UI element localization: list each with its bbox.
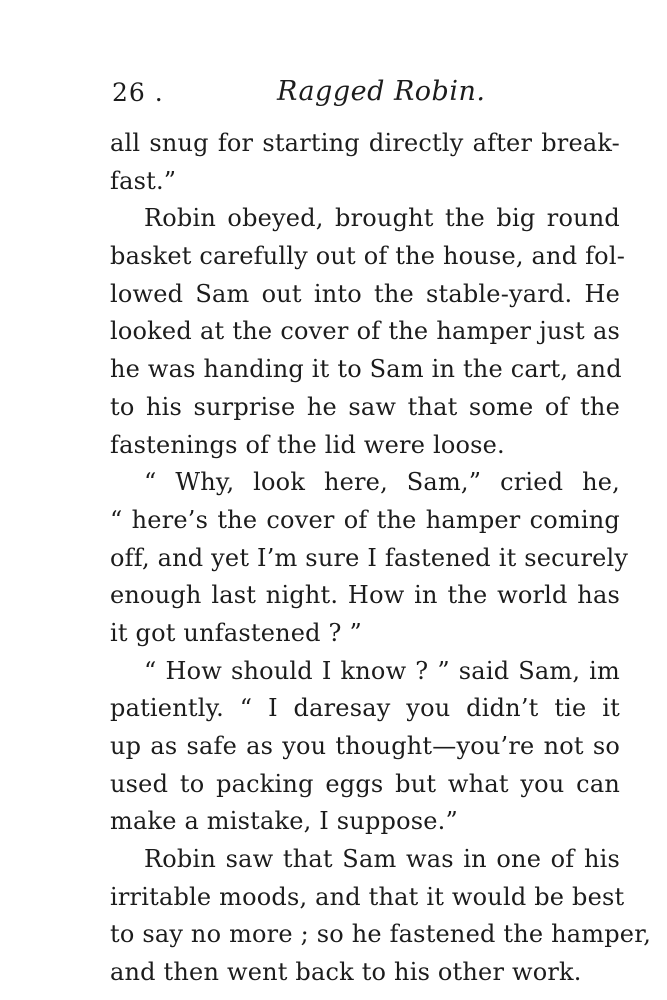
- text-line: patiently. “ I daresay you didn’t tie it: [110, 694, 620, 723]
- text-line: lowed Sam out into the stable-yard. He: [110, 279, 620, 308]
- text-line: looked at the cover of the hamper just as: [110, 317, 620, 346]
- page-header: [112, 70, 612, 114]
- text-line: it got unfastened ? ”: [110, 618, 362, 647]
- text-line: all snug for starting directly after break-: [110, 129, 620, 157]
- text-line: he was handing it to Sam in the cart, and: [110, 355, 622, 384]
- text-line: “ How should I know ? ” said Sam, im: [144, 656, 620, 685]
- running-title: Ragged Robin.: [277, 76, 486, 107]
- text-line: basket carefully out of the house, and fol-: [110, 242, 626, 271]
- text-line: used to packing eggs but what you can: [110, 769, 620, 798]
- text-line: off, and yet I’m sure I fastened it securely: [110, 543, 629, 572]
- text-line: Robin obeyed, brought the big round: [144, 204, 620, 233]
- text-line: “ here’s the cover of the hamper coming: [110, 505, 620, 534]
- text-line: and then went back to his other work.: [110, 958, 582, 987]
- text-line: to his surprise he saw that some of the: [110, 392, 620, 421]
- text-line: make a mistake, I suppose.”: [110, 807, 458, 836]
- body-text: [110, 125, 652, 992]
- text-line: fast.”: [110, 166, 177, 195]
- text-line: to say no more ; so he fastened the hamper,: [110, 920, 652, 949]
- text-line: enough last night. How in the world has: [110, 581, 620, 610]
- page-number: 26 .: [112, 78, 164, 107]
- text-line: “ Why, look here, Sam,” cried he,: [144, 468, 620, 497]
- text-line: Robin saw that Sam was in one of his: [144, 845, 620, 874]
- text-line: fastenings of the lid were loose.: [110, 430, 505, 459]
- text-line: irritable moods, and that it would be best: [110, 882, 625, 911]
- text-line: up as safe as you thought—you’re not so: [110, 732, 620, 760]
